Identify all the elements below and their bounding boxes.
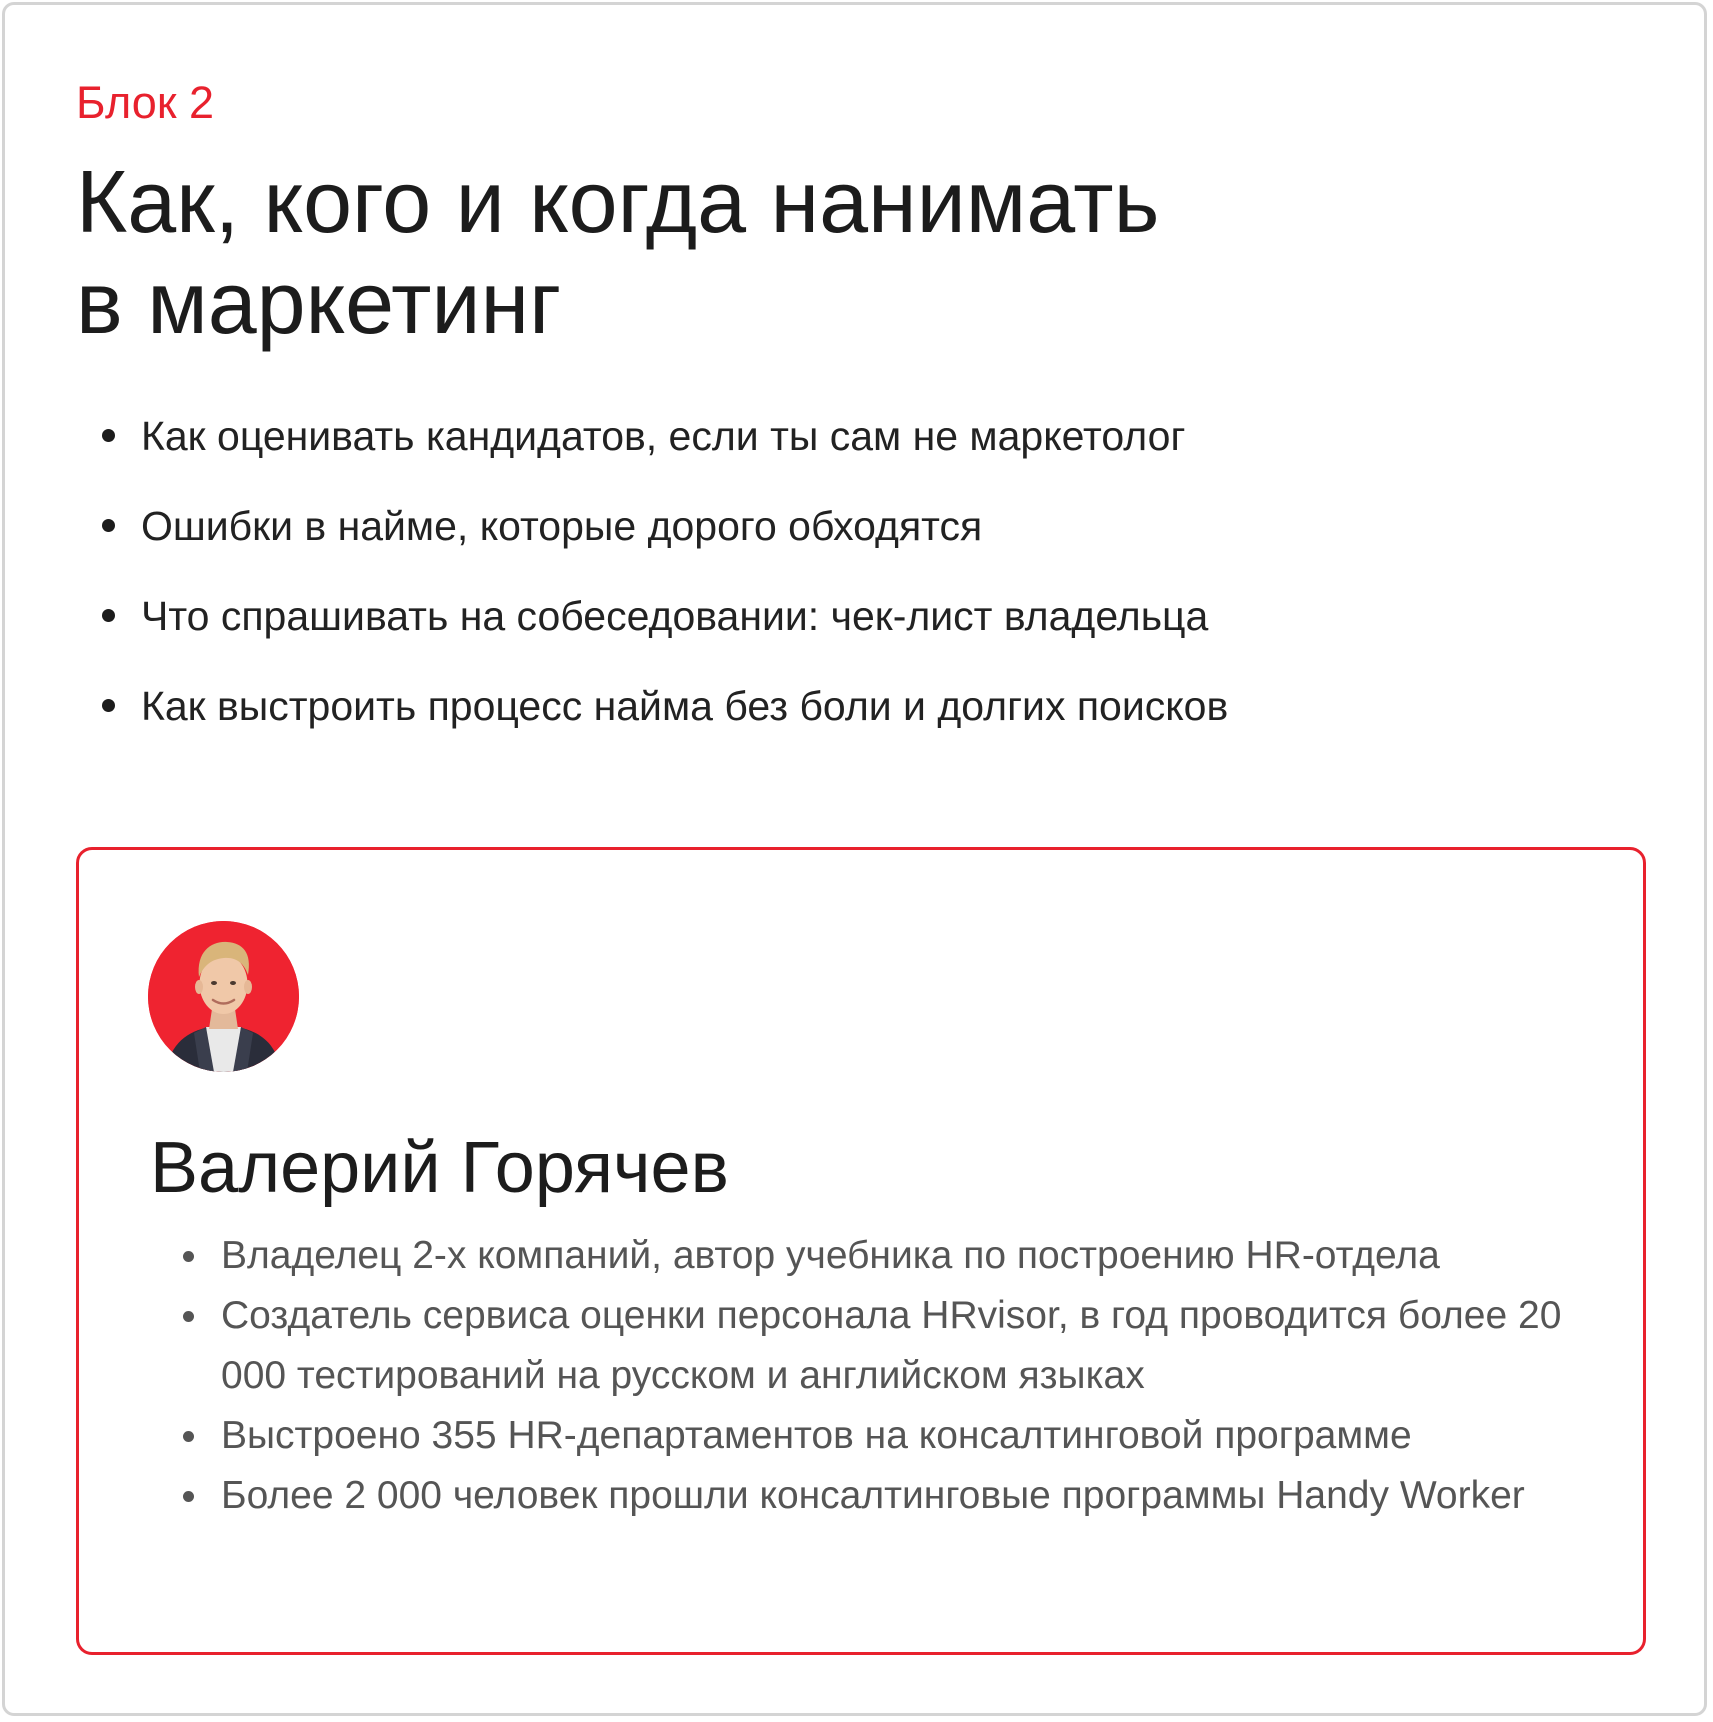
bullet-icon: [102, 699, 115, 712]
topic-item: [85, 591, 1228, 641]
fact-item: [179, 1226, 1589, 1286]
title-line-2: в маркетинг: [76, 253, 562, 352]
speaker-name: Валерий Горячев: [150, 1128, 729, 1208]
avatar: [148, 921, 299, 1072]
bullet-icon: [102, 519, 115, 532]
speaker-portrait-icon: [148, 921, 299, 1072]
fact-text: Выстроено 355 HR-департаментов на консалтинговой программе: [221, 1414, 1412, 1457]
speaker-facts-list: [179, 1226, 1589, 1526]
content-card: [2, 2, 1707, 1716]
topic-text: Как оценивать кандидатов, если ты сам не маркетолог: [141, 413, 1186, 459]
bullet-icon: [102, 609, 115, 622]
bullet-icon: [102, 429, 115, 442]
fact-text: Владелец 2-х компаний, автор учебника по построению HR-отдела: [221, 1234, 1440, 1277]
speaker-card: [76, 847, 1646, 1655]
fact-text: Создатель сервиса оценки персонала HRvisor, в год проводится более 20 000 тестирований на русском и английском языках: [221, 1294, 1562, 1397]
topic-item: [85, 681, 1228, 731]
fact-item: [179, 1406, 1589, 1466]
topic-item: [85, 501, 1228, 551]
bullet-icon: [183, 1311, 194, 1322]
page-title: [76, 151, 1476, 353]
topic-item: [85, 411, 1228, 461]
topic-text: Как выстроить процесс найма без боли и долгих поисков: [141, 683, 1229, 729]
topic-text: Ошибки в найме, которые дорого обходятся: [141, 503, 983, 549]
fact-text: Более 2 000 человек прошли консалтинговые программы Handy Worker: [221, 1474, 1525, 1517]
topic-text: Что спрашивать на собеседовании: чек-лист владельца: [141, 593, 1209, 639]
block-label: Блок 2: [76, 77, 215, 128]
bullet-icon: [183, 1491, 194, 1502]
bullet-icon: [183, 1251, 194, 1262]
fact-item: [179, 1466, 1589, 1526]
title-line-1: Как, кого и когда нанимать: [76, 152, 1160, 251]
bullet-icon: [183, 1431, 194, 1442]
topics-list: [85, 411, 1228, 771]
fact-item: [179, 1286, 1589, 1406]
